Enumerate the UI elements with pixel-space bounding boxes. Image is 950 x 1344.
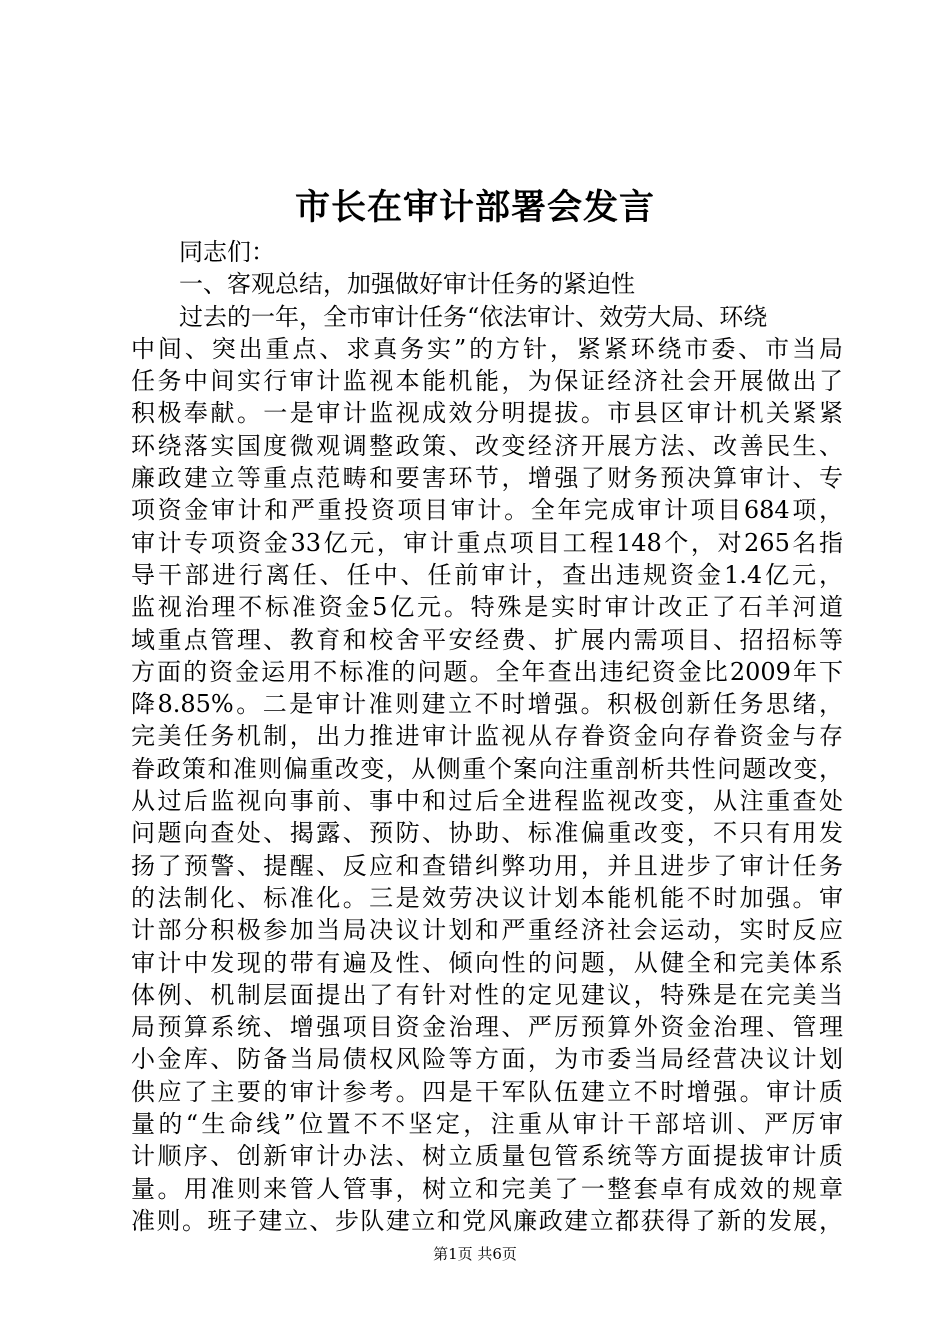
page-footer: 第1页 共6页 bbox=[433, 1245, 517, 1263]
paragraph-line: 中间、突出重点、求真务实”的方针，紧紧环绕市委、市当局 bbox=[131, 334, 843, 363]
paragraph-line: 量。用准则来管人管事，树立和完美了一整套卓有成效的规章 bbox=[131, 1174, 843, 1203]
paragraph-line: 审计中发现的带有遍及性、倾向性的问题，从健全和完美体系 bbox=[131, 948, 843, 977]
paragraph-line: 计部分积极参加当局决议计划和严重经济社会运动，实时反应 bbox=[131, 916, 843, 945]
paragraph-line: 量的“生命线”位置不不坚定，注重从审计干部培训、严厉审 bbox=[131, 1110, 843, 1139]
page-title: 市长在审计部署会发言 bbox=[294, 188, 655, 228]
paragraph-line: 问题向查处、揭露、预防、协助、标准偏重改变，不只有用发 bbox=[131, 819, 843, 848]
paragraph-line: 方面的资金运用不标准的问题。全年查出违纪资金比2009年下 bbox=[131, 657, 843, 686]
document-body bbox=[131, 236, 843, 1237]
paragraph-line: 降8.85%。二是审计准则建立不时增强。积极创新任务思绪， bbox=[131, 690, 843, 719]
paragraph-line: 局预算系统、增强项目资金治理、严厉预算外资金治理、管理 bbox=[131, 1013, 843, 1042]
paragraph-line: 项资金审计和严重投资项目审计。全年完成审计项目684项， bbox=[131, 496, 843, 525]
salutation: 同志们： bbox=[179, 238, 275, 266]
paragraph-line: 扬了预警、提醒、反应和查错纠弊功用，并且进步了审计任务 bbox=[131, 851, 843, 880]
paragraph-line: 廉政建立等重点范畴和要害环节，增强了财务预决算审计、专 bbox=[131, 464, 843, 493]
paragraph-line: 域重点管理、教育和校舍平安经费、扩展内需项目、招招标等 bbox=[131, 625, 843, 654]
paragraph-line: 审计专项资金33亿元，审计重点项目工程148个，对265名指 bbox=[131, 528, 843, 557]
paragraph-line: 过去的一年，全市审计任务“依法审计、效劳大局、环绕 bbox=[179, 302, 768, 331]
paragraph-line: 监视治理不标准资金5亿元。特殊是实时审计改正了石羊河道 bbox=[131, 593, 843, 622]
paragraph-line: 体例、机制层面提出了有针对性的定见建议，特殊是在完美当 bbox=[131, 980, 843, 1009]
paragraph-line: 积极奉献。一是审计监视成效分明提拔。市县区审计机关紧紧 bbox=[131, 399, 843, 428]
paragraph-line: 准则。班子建立、步队建立和党风廉政建立都获得了新的发展， bbox=[131, 1206, 843, 1235]
paragraph-line: 任务中间实行审计监视本能机能，为保证经济社会开展做出了 bbox=[131, 367, 843, 396]
paragraph-line: 供应了主要的审计参考。四是干军队伍建立不时增强。审计质 bbox=[131, 1077, 843, 1106]
paragraph-line: 环绕落实国度微观调整政策、改变经济开展方法、改善民生、 bbox=[131, 431, 843, 460]
paragraph-line: 从过后监视向事前、事中和过后全进程监视改变，从注重查处 bbox=[131, 787, 843, 816]
paragraph-line: 计顺序、创新审计办法、树立质量包管系统等方面提拔审计质 bbox=[131, 1142, 843, 1171]
paragraph-line: 的法制化、标准化。三是效劳决议计划本能机能不时加强。审 bbox=[131, 883, 843, 912]
paragraph-line: 完美任务机制，出力推进审计监视从存眷资金向存眷资金与存 bbox=[131, 722, 843, 751]
section-heading: 一、客观总结，加强做好审计任务的紧迫性 bbox=[179, 270, 635, 299]
paragraph-line: 导干部进行离任、任中、任前审计，查出违规资金1.4亿元， bbox=[131, 560, 843, 589]
paragraph-line: 小金库、防备当局债权风险等方面，为市委当局经营决议计划 bbox=[131, 1045, 843, 1074]
paragraph-line: 眷政策和准则偏重改变，从侧重个案向注重剖析共性问题改变， bbox=[131, 754, 843, 783]
